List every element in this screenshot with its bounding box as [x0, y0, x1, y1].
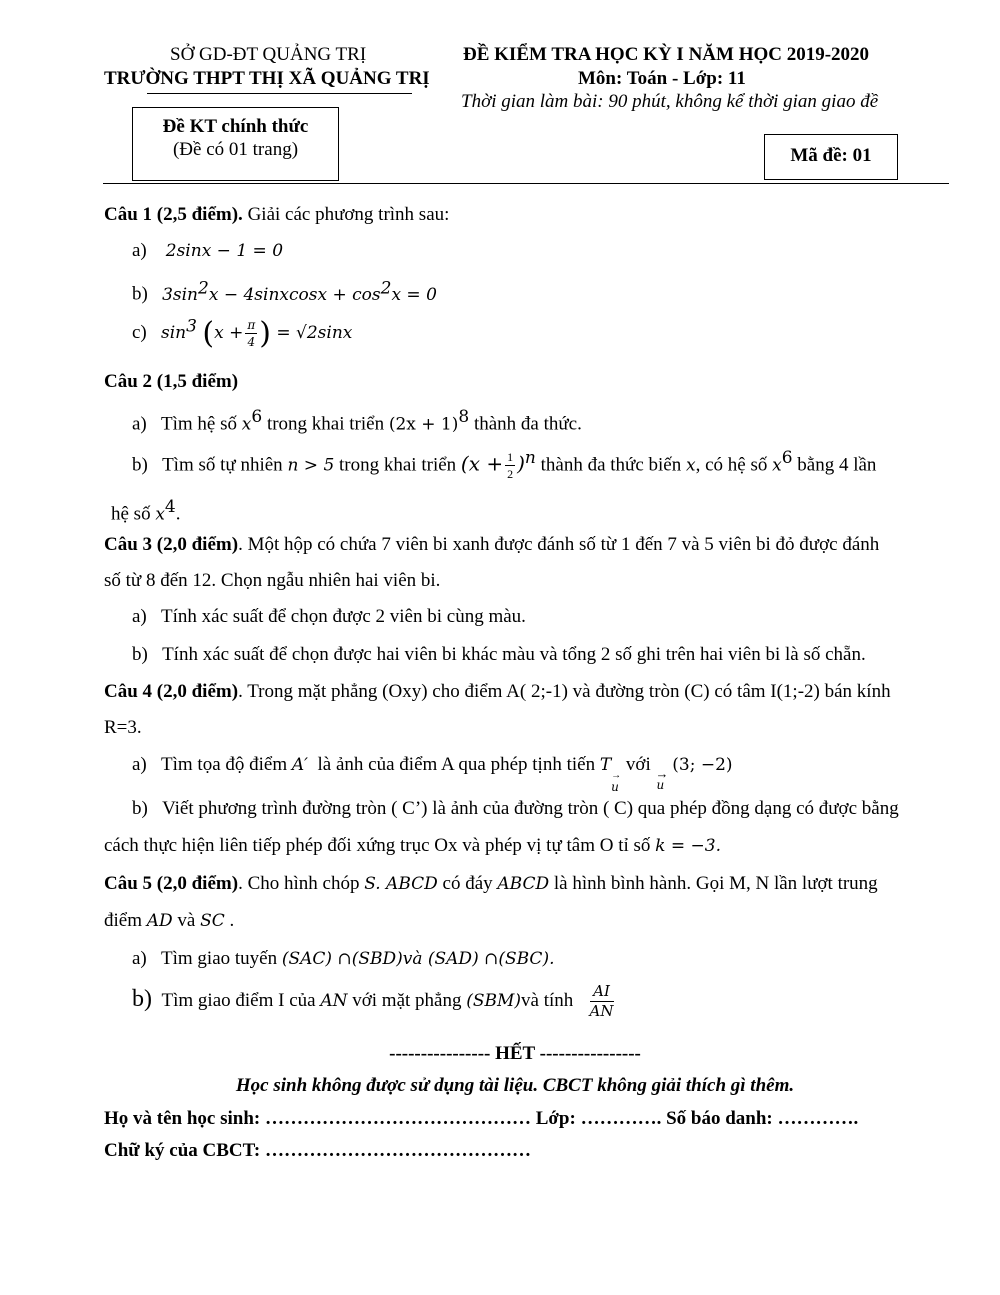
item-label: b)	[132, 454, 148, 476]
exam-rules-note: Học sinh không được sử dụng tài liệu. CBCT không giải thích gì thêm.	[235, 1075, 795, 1096]
proctor-signature-line: Chữ ký của CBCT: ……………………………………	[104, 1140, 531, 1161]
official-exam-box	[132, 107, 339, 181]
item-label: b)	[132, 283, 148, 305]
exam-code: Mã đề: 01	[790, 145, 872, 166]
question-4a: a) Tìm tọa độ điểm A′ là ảnh của điểm A qua phép tịnh tiến T u → với u → (3; −2)	[132, 754, 733, 794]
question-5a: a) Tìm giao tuyến (SAC) ∩(SBD)và (SAD) ∩(SBC).	[132, 948, 555, 969]
question-1a	[132, 240, 283, 262]
end-marker: ---------------- HẾT ----------------	[389, 1043, 641, 1064]
exam-code-box	[764, 134, 898, 180]
question-4b-cont: cách thực hiện liên tiếp phép đối xứng trục Ox và phép vị tự tâm O tỉ số k = −3.	[104, 835, 721, 856]
page-count: (Đề có 01 trang)	[172, 139, 299, 160]
question-3-prompt-cont: số từ 8 đến 12. Chọn ngẫu nhiên hai viên bi.	[104, 570, 441, 591]
question-4-prompt-cont: R=3.	[104, 717, 142, 738]
school-name: TRƯỜNG THPT THỊ XÃ QUẢNG TRỊ	[104, 68, 430, 89]
item-label: c)	[132, 322, 147, 343]
question-4-text: . Trong mặt phẳng (Oxy) cho điểm A( 2;-1) và đường tròn (C) có tâm I(1;-2) bán kính	[238, 681, 891, 702]
question-4-prompt	[104, 681, 891, 703]
question-1b	[132, 278, 437, 306]
question-3a: a) Tính xác suất để chọn được 2 viên bi cùng màu.	[132, 606, 526, 627]
question-3-prompt	[104, 534, 879, 556]
question-2b: b) Tìm số tự nhiên n > 5 trong khai triển (x + $\frac{1}{2}$ )$^n$ thành đa thức biến x, có hệ số $x^6$ bằng 4 lần	[132, 448, 877, 482]
question-3b: b) Tính xác suất để chọn được hai viên bi khác màu và tổng 2 số ghi trên hai viên bi là số chẵn.	[132, 644, 866, 665]
question-1-title: Câu 1 (2,5 điểm).	[104, 204, 243, 225]
equation-1b: $3\sin^2x$ − 4sinxcosx + $\cos^2x = 0$	[162, 278, 437, 305]
exam-title: ĐỀ KIỂM TRA HỌC KỲ I NĂM HỌC 2019-2020	[463, 44, 870, 65]
item-label: a)	[132, 413, 147, 435]
question-1-text: Giải các phương trình sau:	[247, 204, 450, 225]
question-2b-cont: hệ số $x^4$.	[111, 497, 181, 525]
equation-1a: 2sinx − 1 = 0	[165, 241, 284, 261]
question-1-prompt	[104, 204, 449, 226]
item-label: a)	[132, 240, 147, 261]
header-divider	[103, 183, 949, 184]
question-4b: b) Viết phương trình đường tròn ( C’) là ảnh của đường tròn ( C) qua phép đồng dạng có được bằng	[132, 798, 899, 819]
question-2a: a) Tìm hệ số $x^6$ trong khai triển $(2x + 1)^8$ thành đa thức.	[132, 407, 582, 435]
question-1c	[132, 316, 352, 351]
question-5b: b) Tìm giao điểm I của AN với mặt phẳng (SBM)và tính $\frac{AI}{AN}$	[132, 982, 614, 1020]
question-3-text: . Một hộp có chứa 7 viên bi xanh được đánh số từ 1 đến 7 và 5 viên bi đỏ được đánh	[238, 534, 880, 555]
student-info-line: Họ và tên học sinh: …………………………………… Lớp: …………. Số báo danh: ………….	[104, 1108, 859, 1129]
question-5-prompt-cont: điểm AD và SC .	[104, 910, 235, 931]
question-5-title: Câu 5 (2,0 điểm)	[104, 873, 239, 894]
exam-subject: Môn: Toán - Lớp: 11	[578, 68, 746, 89]
exam-time: Thời gian làm bài: 90 phút, không kể thời gian giao đề	[461, 91, 879, 112]
question-3-title: Câu 3 (2,0 điểm)	[104, 534, 239, 555]
question-5-prompt: Câu 5 (2,0 điểm). Cho hình chóp S. ABCD có đáy ABCD là hình bình hành. Gọi M, N lần lượt trung	[104, 873, 878, 894]
equation-1c: $\sin^3 (x$ + $\frac{\pi}{4}$ ) = √2sinx	[161, 316, 353, 351]
school-underline	[147, 93, 412, 94]
department-name: SỞ GD-ĐT QUẢNG TRỊ	[170, 44, 367, 65]
official-label: Đề KT chính thức	[162, 116, 309, 137]
question-2-title: Câu 2 (1,5 điểm)	[104, 371, 239, 392]
question-4-title: Câu 4 (2,0 điểm)	[104, 681, 239, 702]
